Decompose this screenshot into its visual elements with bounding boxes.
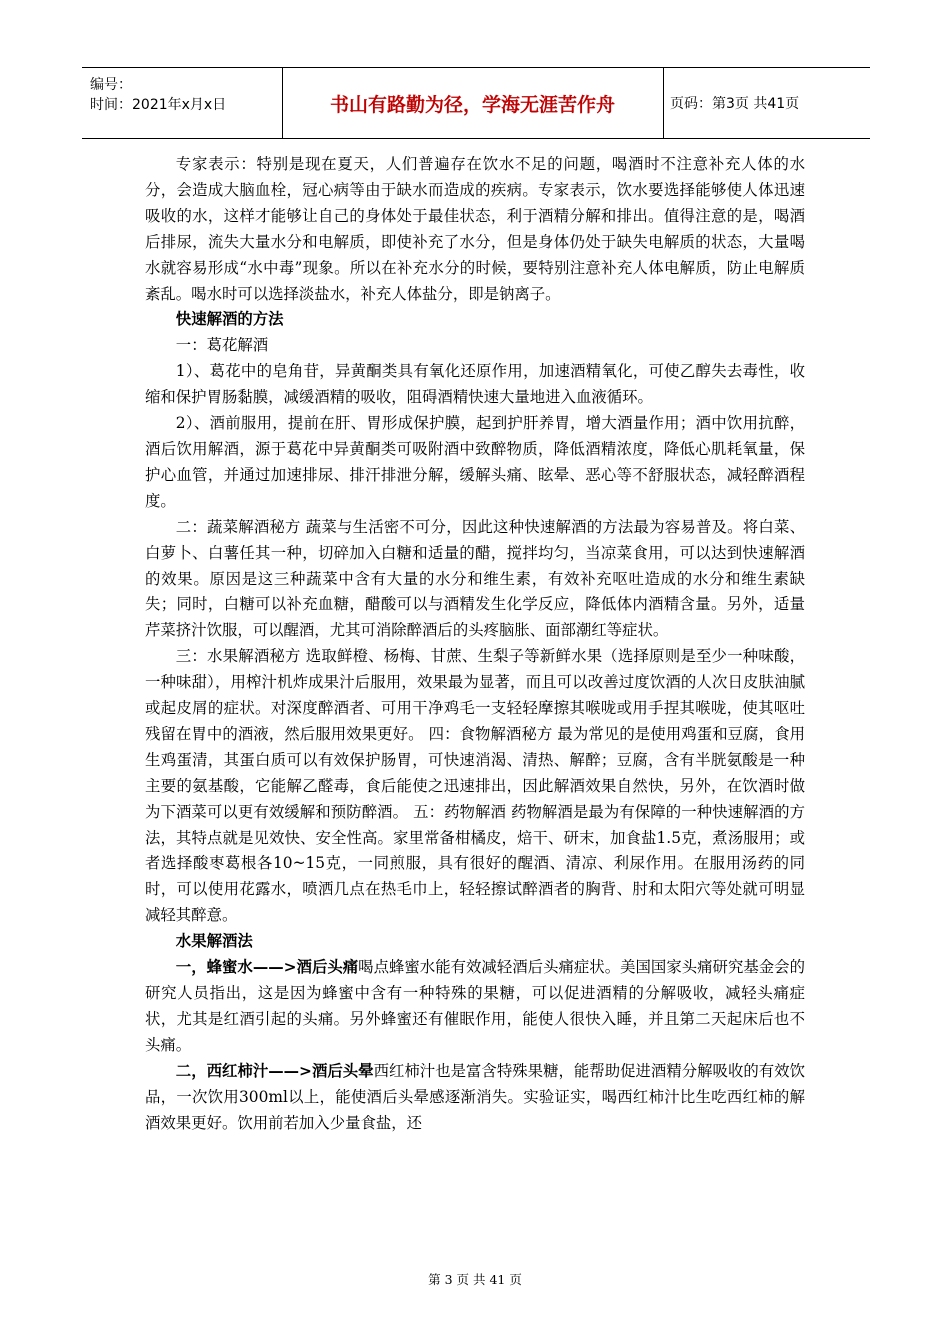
- page-footer: 第 3 页 共 41 页: [428, 1272, 522, 1287]
- header-motto: 书山有路勤为径，学海无涯苦作舟: [329, 93, 615, 116]
- fruit-item-text: 喝点蜂蜜水能有效减轻酒后头痛症状。美国国家头痛研究基金会的研究人员指出，这是因为蜂蜜中含有一种特殊的果糖，可以促进酒精的分解吸收，减轻头痛症状，尤其是红酒引起的头痛。另外蜂蜜还有催眠作用，能使人很快入睡，并且第二天起床后也不头痛。: [145, 958, 805, 1054]
- fruit-item-title: 二，西红柿汁——>酒后头晕: [175, 1061, 374, 1080]
- fruit-item-tomato: [145, 1059, 805, 1137]
- paragraph-vegetable: 二：蔬菜解酒秘方 蔬菜与生活密不可分，因此这种快速解酒的方法最为容易普及。将白菜、白萝卜、白薯任其一种，切碎加入白糖和适量的醋，搅拌均匀，当凉菜食用，可以达到快速解酒的效果。原因是这三种蔬菜中含有大量的水分和维生素，有效补充呕吐造成的水分和维生素缺失；同时，白糖可以补充血糖，醋酸可以与酒精发生化学反应，降低体内酒精含量。另外，适量芹菜挤汁饮服，可以醒酒，尤其可消除醉酒后的头疼脑胀、面部潮红等症状。: [145, 517, 805, 640]
- number-label: 编号：: [90, 77, 132, 93]
- subheading-kudzu: 一：葛花解酒: [175, 336, 269, 355]
- time-label: 时间：2021年x月x日: [90, 97, 227, 113]
- fruit-item-honey: [145, 955, 805, 1059]
- paragraph-kudzu-1: 1）、葛花中的皂角苷，异黄酮类具有氧化还原作用，加速酒精氧化，可使乙醇失去毒性，收缩和保护胃肠黏膜，减缓酒精的吸收，阻碍酒精快速大量地进入血液循环。: [145, 362, 805, 407]
- fruit-item-text: 西红柿汁也是富含特殊果糖，能帮助促进酒精分解吸收的有效饮品，一次饮用300ml以上，能使酒后头晕感逐渐消失。实验证实，喝西红柿汁比生吃西红柿的解酒效果更好。饮用前若加入少量食盐，还: [145, 1061, 805, 1132]
- header-meta: [82, 68, 282, 138]
- paragraph-expert: 专家表示：特别是现在夏天，人们普遍存在饮水不足的问题，喝酒时不注意补充人体的水分，会造成大脑血栓，冠心病等由于缺水而造成的疾病。专家表示，饮水要选择能够使人体迅速吸收的水，这样才能够让自己的身体处于最佳状态，利于酒精分解和排出。值得注意的是，喝酒后排尿，流失大量水分和电解质，即使补充了水分，但是身体仍处于缺失电解质的状态，大量喝水就容易形成“水中毒”现象。所以在补充水分的时候，要特别注意补充人体电解质，防止电解质紊乱。喝水时可以选择淡盐水，补充人体盐分，即是钠离子。: [145, 155, 805, 303]
- paragraph-fruit-food-medicine: 三：水果解酒秘方 选取鲜橙、杨梅、甘蔗、生梨子等新鲜水果（选择原则是至少一种味酸，一种味甜），用榨汁机炸成果汁后服用，效果最为显著，而且可以改善过度饮酒的人次日皮肤油腻或起皮屑的症状。对深度醉酒者、可用干净鸡毛一支轻轻摩擦其喉咙或用手捏其喉咙，使其呕吐残留在胃中的酒液，然后服用效果更好。 四：食物解酒秘方 最为常见的是使用鸡蛋和豆腐，食用生鸡蛋清，其蛋白质可以有效保护肠胃，可快速消渴、清热、解醉；豆腐，含有半胱氨酸是一种主要的氨基酸，它能解乙醛毒，食后能使之迅速排出，因此解酒效果自然快，另外，在饮酒时做为下酒菜可以更有效缓解和预防醉酒。 五：药物解酒 药物解酒是最为有保障的一种快速解酒的方法，其特点就是见效快、安全性高。家里常备柑橘皮，焙干、研末，加食盐1.5克，煮汤服用；或者选择酸枣葛根各10~15克，一同煎服，具有很好的醒酒、清凉、利尿作用。在服用汤药的同时，可以使用花露水，喷洒几点在热毛巾上，轻轻擦试醉酒者的胸背、肘和太阳穴等处就可明显减轻其醉意。: [145, 647, 805, 925]
- header-page-info: 页码：第3页 共41页: [670, 96, 800, 112]
- paragraph-kudzu-2: 2）、酒前服用，提前在肝、胃形成保护膜，起到护肝养胃，增大酒量作用；酒中饮用抗醉，酒后饮用解酒，源于葛花中异黄酮类可吸附酒中致醉物质，降低酒精浓度，降低心肌耗氧量，保护心血管，并通过加速排尿、排汗排泄分解，缓解头痛、眩晕、恶心等不舒服状态，减轻醉酒程度。: [145, 414, 805, 510]
- fruit-item-title: 一，蜂蜜水——>酒后头痛: [175, 958, 359, 977]
- document-body: [145, 152, 805, 1136]
- page-header: [82, 67, 870, 139]
- section-heading-quick-methods: 快速解酒的方法: [175, 310, 284, 329]
- section-heading-fruit: 水果解酒法: [175, 932, 253, 951]
